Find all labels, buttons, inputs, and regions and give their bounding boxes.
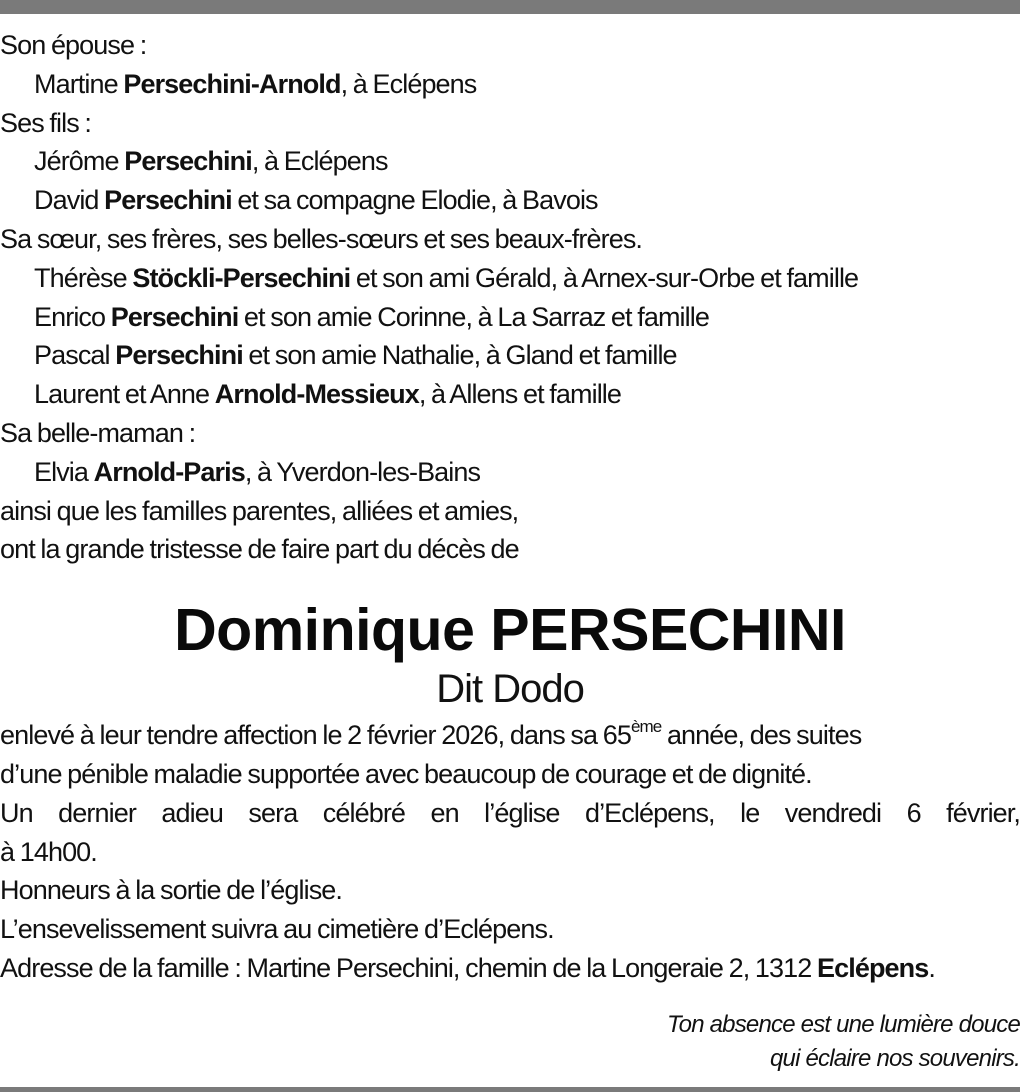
first-name: Laurent et Anne: [34, 379, 215, 410]
entry-details: , à Eclépens: [251, 146, 388, 177]
spouse-heading: Son épouse :: [0, 30, 147, 60]
entry-details: et sa compagne Elodie, à Bavois: [231, 185, 598, 216]
sibling-entry: [0, 375, 1020, 414]
mother-in-law-entry: [0, 453, 1020, 492]
entry-details: et son ami Gérald, à Arnex-sur-Orbe et famille: [350, 262, 859, 293]
first-name: Pascal: [34, 340, 116, 371]
announcement-line: à 14h00.: [0, 836, 97, 867]
announcement-text: année, des suites: [661, 720, 862, 751]
first-name: Martine: [34, 68, 124, 99]
announcement-text: enlevé à leur tendre affection le 2 février 2026, dans sa 65: [0, 720, 631, 751]
first-name: Thérèse: [34, 262, 133, 293]
announcement-line: [0, 716, 1020, 755]
memorial-quote: [667, 1008, 1020, 1076]
top-border-rule: [0, 0, 1020, 14]
quote-line: Ton absence est une lumière douce: [667, 1011, 1020, 1038]
announcement-line: Un dernier adieu sera célébré en l’église d’Eclépens, le vendredi 6 février,: [0, 797, 1020, 828]
surname: Persechini: [110, 301, 239, 332]
family-address: [0, 949, 1020, 988]
deceased-name: Dominique PERSECHINI: [174, 597, 846, 664]
closing-line: ainsi que les familles parentes, alliées et amies,: [0, 495, 519, 526]
first-name: Enrico: [34, 301, 111, 332]
surname: Persechini: [124, 146, 252, 177]
son-entry: [0, 142, 1020, 181]
sibling-entry: [0, 336, 1020, 375]
sibling-entry: [0, 259, 1020, 298]
entry-details: et son amie Nathalie, à Gland et famille: [242, 340, 677, 371]
deceased-nickname: Dit Dodo: [436, 667, 584, 712]
address-end: .: [928, 952, 935, 983]
announcement-line: Honneurs à la sortie de l’église.: [0, 875, 343, 906]
bottom-border-rule: [0, 1087, 1020, 1092]
sibling-entry: [0, 298, 1020, 337]
ordinal-suffix: ème: [630, 717, 662, 737]
quote-line: qui éclaire nos souvenirs.: [769, 1045, 1020, 1072]
surname: Arnold-Messieux: [214, 379, 419, 410]
entry-details: et son amie Corinne, à La Sarraz et famille: [238, 301, 709, 332]
obituary-body: [0, 26, 1020, 988]
announcement-line: L’ensevelissement suivra au cimetière d’Eclépens.: [0, 914, 554, 945]
son-entry: [0, 181, 1020, 220]
sons-heading: Ses fils :: [0, 107, 92, 138]
surname: Persechini-Arnold: [123, 68, 341, 99]
surname: Persechini: [104, 185, 232, 216]
entry-details: , à Eclépens: [340, 68, 477, 99]
first-name: David: [34, 185, 105, 216]
address-town: Eclépens: [817, 952, 929, 983]
address-text: Adresse de la famille : Martine Persechini, chemin de la Longeraie 2, 1312: [0, 952, 817, 983]
closing-line: ont la grande tristesse de faire part du décès de: [0, 534, 519, 565]
siblings-heading: Sa sœur, ses frères, ses belles-sœurs et ses beaux-frères.: [0, 223, 643, 254]
spouse-entry: [0, 65, 1020, 104]
surname: Persechini: [115, 340, 243, 371]
announcement-line: d’une pénible maladie supportée avec beaucoup de courage et de dignité.: [0, 758, 812, 789]
first-name: Jérôme: [34, 146, 125, 177]
entry-details: , à Yverdon-les-Bains: [244, 456, 481, 487]
entry-details: , à Allens et famille: [418, 379, 622, 410]
first-name: Elvia: [34, 456, 94, 487]
mother-in-law-heading: Sa belle-maman :: [0, 417, 196, 448]
surname: Arnold-Paris: [93, 456, 245, 487]
surname: Stöckli-Persechini: [132, 262, 351, 293]
